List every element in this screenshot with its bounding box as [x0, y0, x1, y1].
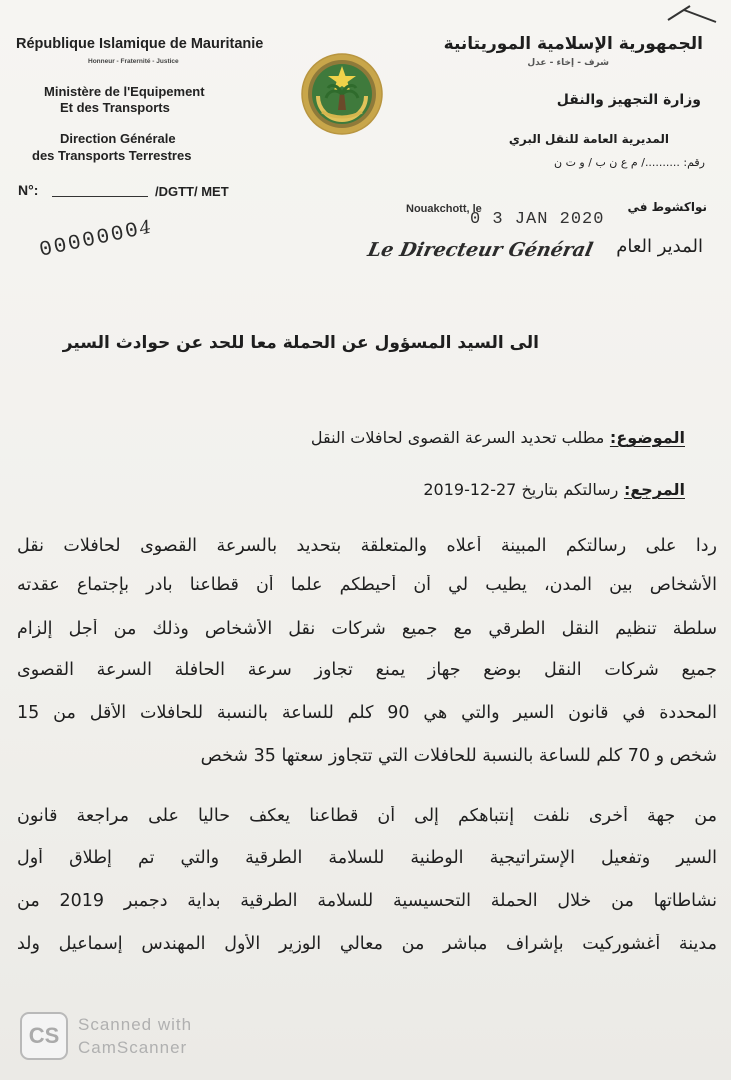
date-stamp: 0 3 JAN 2020 — [470, 210, 605, 229]
subject-line — [311, 428, 685, 447]
addressee: الى السيد المسؤول عن الحملة معا للحد عن حوادث السير — [62, 333, 539, 353]
body-line-9: نشاطاتها من خلال الحملة التحسيسية للسلامة الطرقية بداية دجمبر 2019 من — [17, 891, 717, 911]
serial-number-stamp — [38, 216, 156, 263]
body-line-6: شخص و 70 كلم للساعة بالنسبة للحافلات التي تتجاوز سعتها 35 شخص — [200, 746, 717, 766]
serial-handwritten-digit: 4 — [137, 216, 156, 240]
body-line-3: سلطة تنظيم النقل الطرقي مع جميع شركات نقل الأشخاص وذلك من أجل إلزام — [17, 619, 717, 639]
ministry-fr-line1: Ministère de l'Equipement — [44, 84, 205, 99]
subject-label: الموضوع: — [609, 428, 685, 447]
body-line-4: جميع شركات النقل بوضع جهاز يمنع تجاوز سرعة الحافلة السرعة القصوى — [17, 660, 717, 680]
handwritten-mark — [664, 2, 720, 26]
body-line-2: الأشخاص بين المدن، يطيب لي أن أحيطكم علما أن قطاعنا بادر بإجتماع عقدته — [17, 575, 717, 595]
place-ar: نواكشوط في — [627, 200, 707, 214]
body-line-10: مدينة أغشوركيت بإشراف مباشر من معالي الوزير الأول المهندس إسماعيل ولد — [17, 934, 717, 954]
direction-ar: المديرية العامة للنقل البري — [508, 132, 669, 146]
body-line-8: السير وتفعيل الإستراتيجية الوطنية للسلامة الطرقية والتي تم إطلاق أول — [17, 848, 717, 868]
number-suffix: /DGTT/ MET — [155, 184, 229, 199]
subject-text: مطلب تحديد السرعة القصوى لحافلات النقل — [310, 428, 605, 447]
motto-ar: شرف - إخاء - عدل — [527, 58, 609, 68]
watermark-line1: Scanned with — [78, 1015, 193, 1034]
number-blank-line — [52, 196, 148, 197]
watermark-line2: CamScanner — [78, 1038, 188, 1057]
number-label: N°: — [18, 182, 39, 198]
ministry-ar: وزارة التجهيز والنقل — [556, 92, 701, 108]
republic-fr: République Islamique de Mauritanie — [16, 36, 264, 52]
body-line-7: من جهة أخرى نلفت إنتباهكم إلى أن قطاعنا يعكف حاليا على مراجعة قانون — [17, 806, 717, 826]
signature-ar: المدير العام — [616, 236, 703, 257]
republic-ar: الجمهورية الإسلامية الموريتانية — [443, 34, 703, 54]
reference-label: المرجع: — [623, 480, 685, 499]
ministry-fr-line2: Et des Transports — [60, 100, 170, 115]
signature-fr: Le Directeur Général — [365, 239, 595, 261]
body-line-5: المحددة في قانون السير والتي هي 90 كلم للساعة بالنسبة للحافلات الأقل من 15 — [17, 703, 717, 723]
reference-line — [423, 480, 685, 499]
motto-fr: Honneur - Fraternité - Justice — [88, 58, 179, 65]
body-line-1: ردا على رسالتكم المبينة أعلاه والمتعلقة بتحديد بالسرعة القصوى لحافلات نقل — [17, 536, 717, 556]
national-emblem-seal — [300, 52, 384, 136]
place-fr: Nouakchott, le — [406, 203, 482, 215]
camscanner-logo: CS — [20, 1012, 68, 1060]
serial-number: 0000000 — [37, 218, 143, 263]
reference-text: رسالتكم بتاريخ 27-12-2019 — [423, 480, 619, 499]
direction-fr-line1: Direction Générale — [60, 131, 176, 146]
direction-fr-line2: des Transports Terrestres — [32, 148, 192, 163]
reference-number-ar: رقم: ........../ م ع ن ب / و ت ن — [554, 156, 705, 169]
